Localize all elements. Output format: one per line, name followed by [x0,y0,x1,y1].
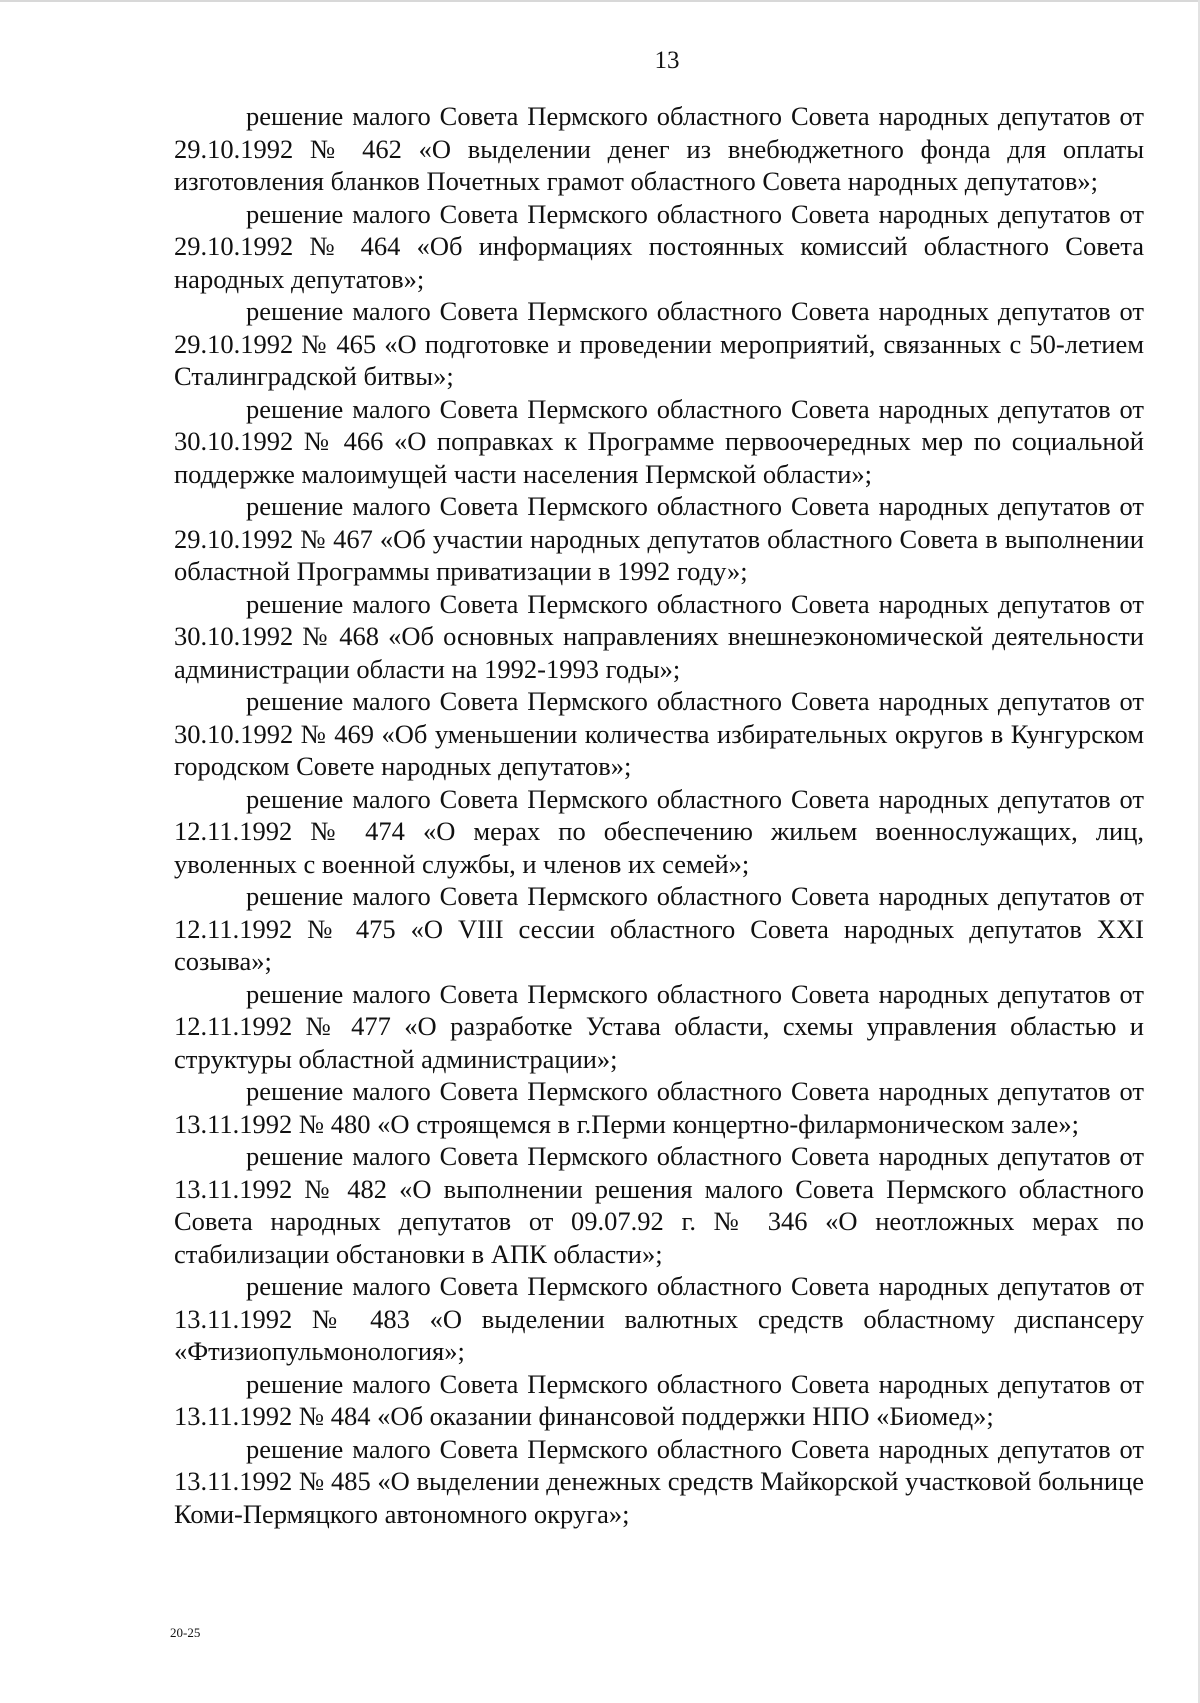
list-item: решение малого Совета Пермского областного Совета народных депутатов от 30.10.1992 № 468 «Об основных направлениях внешнеэкономической деятельности администрации области на 1992-1993 годы»; [174,588,1144,684]
list-item: решение малого Совета Пермского областного Совета народных депутатов от 12.11.1992 № 477 «О разработке Устава области, схемы управления областью и структуры областной администрации»; [174,978,1144,1074]
list-item: решение малого Совета Пермского областного Совета народных депутатов от 29.10.1992 № 465 «О подготовке и проведении мероприятий, связанных с 50-летием Сталинградской битвы»; [174,296,1144,391]
page-number: 13 [654,47,680,74]
list-item: решение малого Совета Пермского областного Совета народных депутатов от 30.10.1992 № 466 «О поправках к Программе первоочередных мер по социальной поддержке малоимущей части населения Пермской области»; [174,393,1144,489]
footer-code: 20-25 [170,1625,201,1640]
list-item: решение малого Совета Пермского областного Совета народных депутатов от 13.11.1992 № 484 «Об оказании финансовой поддержки НПО «Биомед»; [174,1368,1144,1431]
scan-edge-top [0,0,1200,2]
list-item: решение малого Совета Пермского областного Совета народных депутатов от 13.11.1992 № 485 «О выделении денежных средств Майкорской участковой больнице Коми-Пермяцкого автономного округа»; [174,1433,1144,1529]
list-item: решение малого Совета Пермского областного Совета народных депутатов от 12.11.1992 № 474 «О мерах по обеспечению жильем военнослужащих, лиц, уволенных с военной службы, и членов их семей»; [174,783,1144,879]
document-body [174,100,1144,1530]
list-item: решение малого Совета Пермского областного Совета народных депутатов от 13.11.1992 № 483 «О выделении валютных средств областному диспансеру «Фтизиопульмонология»; [174,1271,1144,1366]
list-item: решение малого Совета Пермского областного Совета народных депутатов от 13.11.1992 № 480 «О строящемся в г.Перми концертно-филармоническом зале»; [174,1076,1144,1139]
list-item: решение малого Совета Пермского областного Совета народных депутатов от 30.10.1992 № 469 «Об уменьшении количества избирательных округов в Кунгурском городском Совете народных депутатов»; [174,686,1144,781]
list-item: решение малого Совета Пермского областного Совета народных депутатов от 13.11.1992 № 482 «О выполнении решения малого Совета Пермского областного Совета народных депутатов от 09.07.92 г. № 346 «О неотложных мерах по стабилизации обстановки в АПК области»; [174,1141,1144,1269]
list-item: решение малого Совета Пермского областного Совета народных депутатов от 29.10.1992 № 464 «Об информациях постоянных комиссий областного Совета народных депутатов»; [174,198,1144,294]
list-item: решение малого Совета Пермского областного Совета народных депутатов от 29.10.1992 № 462 «О выделении денег из внебюджетного фонда для оплаты изготовления бланков Почетных грамот областного Совета народных депутатов»; [174,101,1144,196]
list-item: решение малого Совета Пермского областного Совета народных депутатов от 29.10.1992 № 467 «Об участии народных депутатов областного Совета в выполнении областной Программы приватизации в 1992 году»; [174,491,1144,586]
list-item: решение малого Совета Пермского областного Совета народных депутатов от 12.11.1992 № 475 «О VIII сессии областного Совета народных депутатов XXI созыва»; [174,881,1144,976]
